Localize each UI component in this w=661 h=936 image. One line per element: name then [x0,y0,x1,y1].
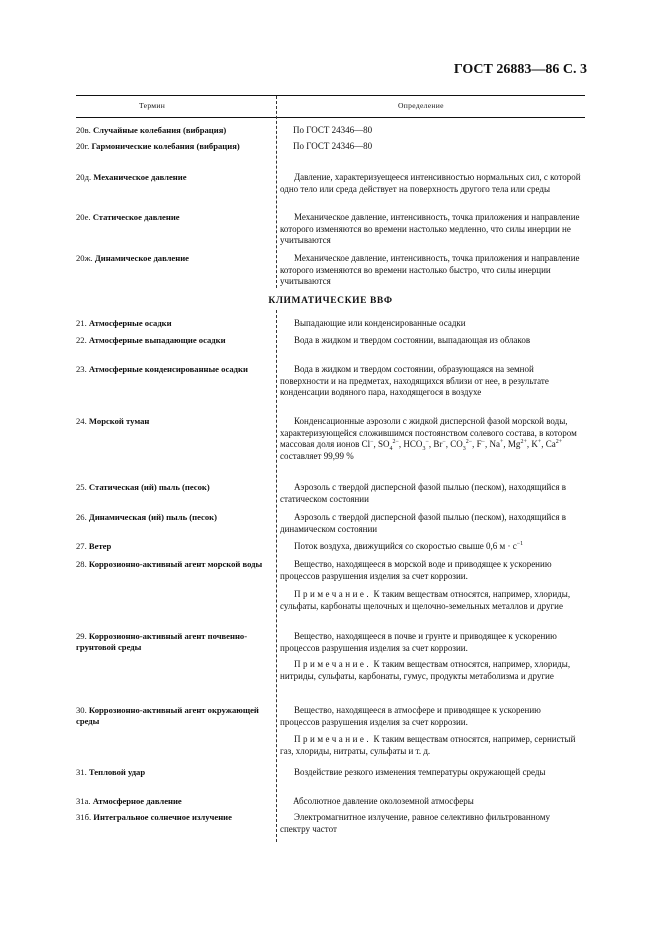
term-25 [76,482,272,493]
term-text: Коррозионно-активный агент окружающей среды [76,705,259,726]
term-text: Статическое давление [92,212,180,222]
ion-f: F− [476,439,486,450]
term-number: 29. [76,631,87,641]
unit-exponent: −1 [516,541,524,547]
term-number: 24. [76,416,87,426]
column-divider [276,310,277,842]
definition-23: Вода в жидком и твердом состоянии, образующаяся на земной поверхности и на предметах, находящихся вблизи от нее, в результате конденсации водяного пара, находящегося в воздухе [280,364,549,398]
note-label: Примечание. [294,734,372,744]
term-text: Тепловой удар [88,767,146,777]
term-number: 31б. [76,812,92,822]
definition-31b: Электромагнитное излучение, равное селективно фильтрованному спектру частот [280,812,551,834]
definition-28: Вещество, находящееся в морской воде и приводящее к ускорению процессов разрушения изделия за счет коррозии. [280,559,552,581]
definition-29: Вещество, находящееся в почве и грунте и приводящее к ускорению процессов разрушения изделия за счет коррозии. [280,631,557,653]
term-text: Механическое давление [93,172,187,182]
term-26 [76,512,272,523]
page-header: ГОСТ 26883—86 С. 3 [453,62,587,77]
term-number: 27. [76,541,87,551]
term-number: 21. [76,318,87,328]
term-number: 25. [76,482,87,492]
ion-cl: Cl− [361,439,374,450]
column-divider [276,96,277,288]
term-number: 20ж. [76,253,93,263]
definition-20v: По ГОСТ 24346—80 [293,125,373,135]
note-label: Примечание. [294,659,372,669]
section-title: КЛИМАТИЧЕСКИЕ ВВФ [268,296,393,306]
term-30 [76,705,272,727]
definition-tail: составляет 99,99 % [280,450,354,461]
definition-31: Воздействие резкого изменения температуры окружающей среды [294,767,546,777]
term-27 [76,541,272,552]
definition-31a: Абсолютное давление околоземной атмосферы [293,796,474,806]
term-number: 22. [76,335,87,345]
definition-22: Вода в жидком и твердом состоянии, выпадающая из облаков [294,335,531,345]
definition-21: Выпадающие или конденсированные осадки [294,318,466,328]
term-28 [76,559,272,570]
term-text: Динамическое давление [94,253,189,263]
definition-20zh: Механическое давление, интенсивность, точка приложения и направление которого изменяются во времени настолько быстро, что силы инерции учитываются [280,253,580,287]
term-text: Атмосферные конденсированные осадки [88,364,248,374]
definition-20e: Механическое давление, интенсивность, точка приложения и направление которого изменяются во времени настолько медленно, что силы инерции не учитываются [280,212,580,246]
ion-so4: $SO_4^{2-}$ [378,439,399,452]
term-text: Коррозионно-активный агент морской воды [88,559,263,569]
term-number: 30. [76,705,87,715]
term-text: Случайные колебания (вибрация) [92,125,227,135]
definition-text: Конденсационные аэрозоли с жидкой дисперсной фазой морской воды, характеризующейся сложившимся постоянством солевого состава, в котором массовая доля ионов [280,416,577,450]
definition-20g: По ГОСТ 24346—80 [293,141,373,151]
table-top-rule [76,95,585,96]
term-text: Коррозионно-активный агент почвенно-грунтовой среды [76,631,248,652]
note-29 [280,659,581,682]
ion-co3: $CO_3^{2-}$ [450,439,473,452]
term-number: 20г. [76,141,90,151]
term-31 [76,767,272,778]
term-31b [76,812,272,823]
term-text: Атмосферные выпадающие осадки [88,335,226,345]
table-header-rule [76,117,585,118]
note-text: К таким веществам относятся, например, хлориды, нитриды, сульфаты, карбонаты, гумус, продукты метаболизма и другие [280,659,571,681]
term-22 [76,335,272,346]
definition-26: Аэрозоль с твердой дисперсной фазой пылью (песком), находящийся в динамическом состоянии [280,512,566,534]
definition-30: Вещество, находящееся в атмосфере и приводящее к ускорению процессов разрушения изделия за счет коррозии. [280,705,541,727]
ion-mg: $Mg^{2+}$ [507,439,527,450]
term-number: 28. [76,559,87,569]
term-20e [76,212,272,223]
definition-24: Конденсационные аэрозоли с жидкой дисперсной фазой морской воды, характеризующейся сложившимся постоянством солевого состава, в котором массовая доля ионов Cl−, $SO_4^{2-}$, $HCO_3^-$, Br−, $CO_3^{2-}$, F−, Na+, $Mg^{2+}$, K+, $Ca^{2+}$ составляет 99,99 % [280,416,577,461]
ion-k: K+ [531,439,542,450]
term-number: 31. [76,767,87,777]
note-label: Примечание. [294,589,372,599]
term-number: 20в. [76,125,91,135]
term-number: 20е. [76,212,91,222]
term-number: 31а. [76,796,91,806]
note-30 [280,734,581,757]
ion-ca: $Ca^{2+}$ [545,439,563,450]
note-text: К таким веществам относятся, например, сернистый газ, хлориды, нитраты, сульфаты и т. д. [280,734,576,756]
term-20d [76,172,272,183]
term-text: Интегральное солнечное излучение [93,812,232,822]
term-number: 23. [76,364,87,374]
column-header-definition: Определение [398,101,444,110]
term-31a [76,796,272,807]
term-text: Атмосферные осадки [88,318,172,328]
note-28 [280,589,581,612]
term-20zh [76,253,272,264]
term-20v [76,125,272,136]
term-21 [76,318,272,329]
ion-hco3: $HCO_3^-$ [403,439,429,452]
term-text: Гармонические колебания (вибрация) [91,141,240,151]
ion-na: Na+ [489,439,504,450]
note-text: К таким веществам относятся, например, хлориды, сульфаты, карбонаты щелочных и щелочно-земельных металлов и другие [280,589,571,611]
term-text: Атмосферное давление [92,796,182,806]
definition-25: Аэрозоль с твердой дисперсной фазой пылью (песком), находящийся в статическом состоянии [280,482,566,504]
definition-20d: Давление, характеризуещееся интенсивностью нормальных сил, с которой одно тело или среда действует на поверхность другого тела или среды [280,172,581,194]
definition-27 [280,541,581,553]
term-text: Ветер [88,541,112,551]
column-header-term: Термин [139,101,166,110]
term-20g [76,141,272,152]
term-text: Динамическая (ий) пыль (песок) [88,512,217,522]
term-24 [76,416,272,427]
term-29 [76,631,272,653]
definition-text: Поток воздуха, движущийся со скоростью свыше 0,6 м · с [294,541,517,551]
term-23 [76,364,272,375]
ion-br: Br− [433,439,446,450]
term-number: 20д. [76,172,92,182]
term-text: Статическая (ий) пыль (песок) [88,482,210,492]
term-number: 26. [76,512,87,522]
term-text: Морской туман [88,416,150,426]
